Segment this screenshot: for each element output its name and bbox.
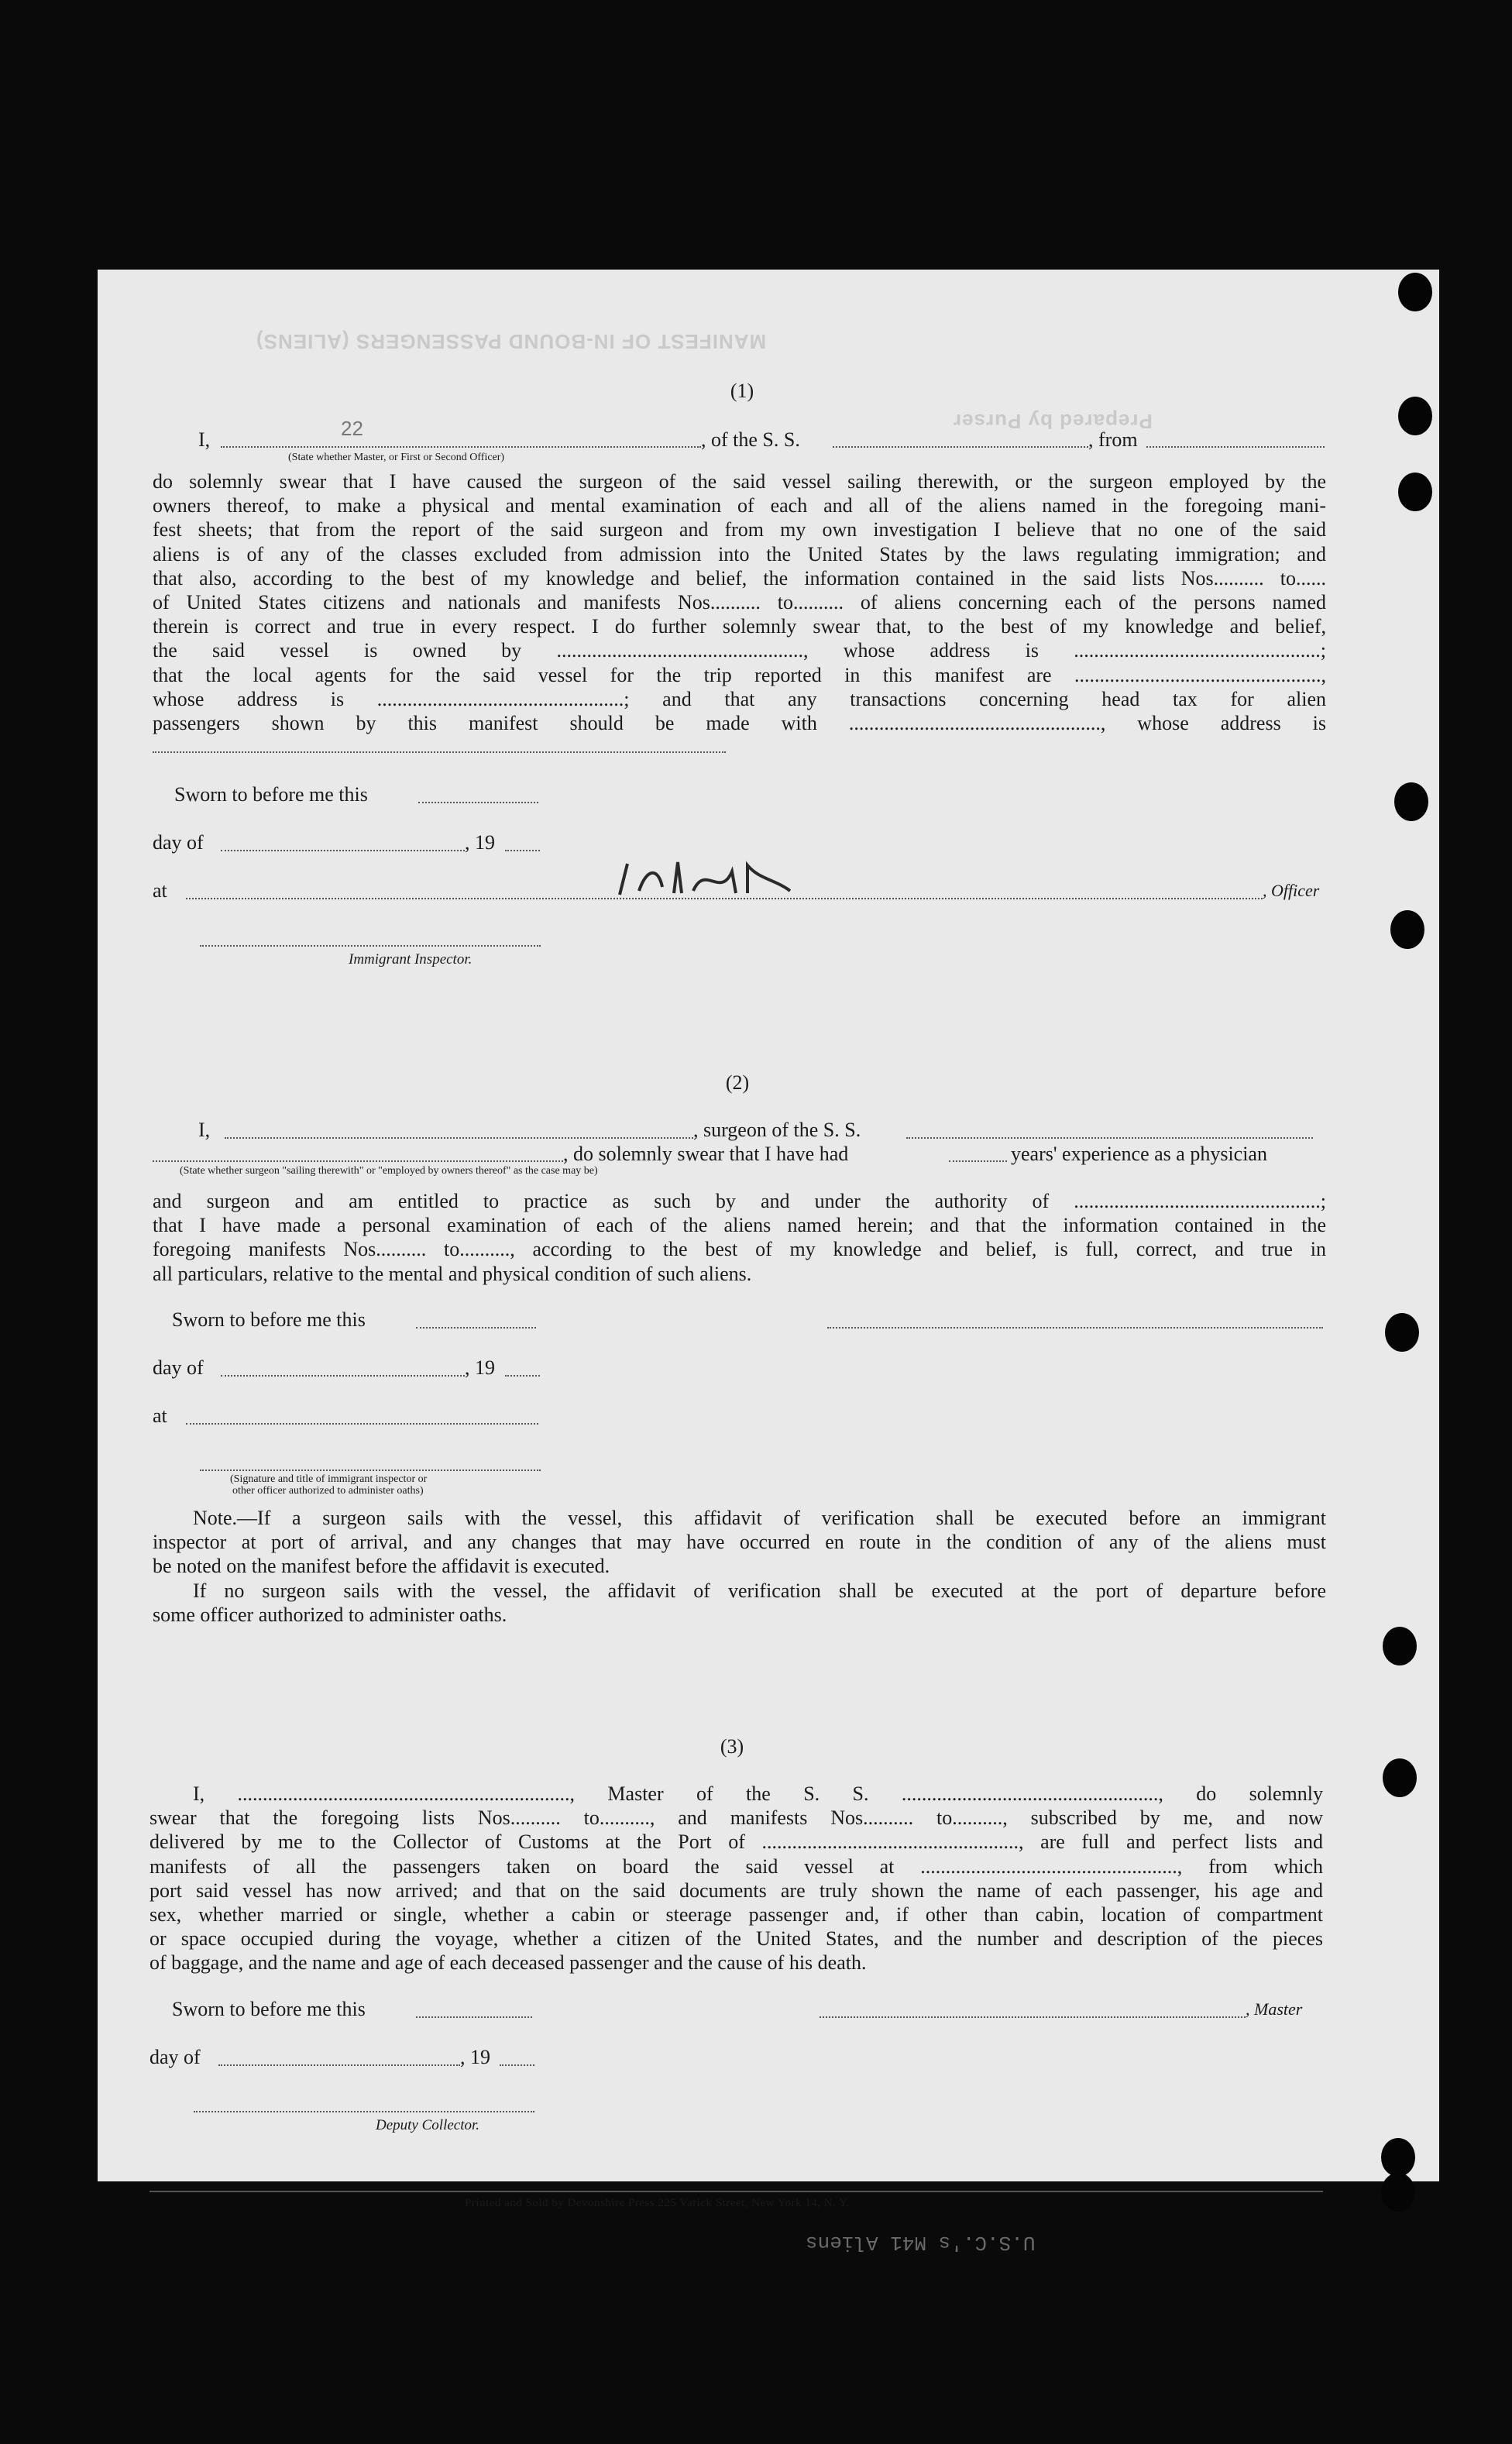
s1-officer-label: , Officer xyxy=(1263,881,1320,900)
bleed-through-title: MANIFEST OF IN-BOUND PASSENGERS (ALIENS) xyxy=(256,330,767,353)
s3-year-blank xyxy=(500,2064,534,2066)
printer-rule xyxy=(149,2191,1323,2192)
punch-hole xyxy=(1383,1627,1417,1665)
s2-state-note: (State whether surgeon "sailing therewith" or "employed by owners thereof" as the case may be) xyxy=(180,1165,598,1177)
s2-officer-sig-line xyxy=(200,1469,541,1471)
s2-surgeon-label: , surgeon of the S. S. xyxy=(693,1119,861,1141)
s2-sworn-blank xyxy=(416,1327,536,1329)
s1-rank-blank xyxy=(221,446,701,448)
s1-of-ss-label: , of the S. S. xyxy=(701,428,800,451)
s1-at-label: at xyxy=(153,879,167,902)
bleed-through-prepared: Prepared by Purser xyxy=(953,410,1153,433)
s1-address-blank xyxy=(153,751,726,753)
punch-hole xyxy=(1394,782,1428,821)
s2-vessel-blank xyxy=(906,1137,1313,1139)
section-3-heading: (3) xyxy=(720,1735,744,1758)
s2-sig-note-1: (Signature and title of immigrant inspector or xyxy=(230,1473,428,1485)
s1-day-blank xyxy=(221,850,465,851)
punch-hole xyxy=(1381,2173,1415,2212)
s3-paragraph: I, .................................................................., Master of the S. S. ..................................................., do solemnly swear that the foregoing lists Nos.......... to.........., and manifests Nos.......... to.........., subscribed by me, and now delivered by me to the Collector of Customs at the Port of ..................................................., are full and perfect lists and manifests of all the passengers taken on board the said vessel at ..................................................., from which port said vessel has now arrived; and that on the said documents are truly shown the name of each passenger, his age and sex, whether married or single, whether a cabin or steerage passenger and, if other than cabin, location of compartment or space occupied during the voyage, whether a citizen of the United States, and the number and description of the pieces of baggage, and the name and age of each deceased passenger and the cause of his death. xyxy=(149,1782,1323,1975)
s2-years-label: years' experience as a physician xyxy=(1011,1143,1267,1165)
punch-hole xyxy=(1398,397,1432,435)
s2-year-blank xyxy=(505,1375,540,1377)
s1-i-label: I, xyxy=(198,428,211,451)
printer-imprint: Printed and Sold by Devonshire Press 225 Varick Street, New York 14, N. Y. xyxy=(465,2197,850,2209)
s1-year-blank xyxy=(505,850,540,851)
officer-signature xyxy=(604,856,837,902)
s1-paragraph: do solemnly swear that I have caused the surgeon of the said vessel sailing therewith, or the surgeon employed by the owners thereof, to make a physical and mental examination of each and all of the aliens named in the foregoing mani- fest sheets; that from the report of the said surgeon and from my own investigation I believe that no one of the said aliens is of any of the classes excluded from admission into the United States by the laws regulating immigration; and that also, according to the best of my knowledge and belief, the information contained in the said lists Nos.......... to...... of United States citizens and nationals and manifests Nos.......... to.......... of aliens concerning each of the persons named therein is correct and true in every respect. I do further solemnly swear that, to the best of my knowledge and belief, the said vessel is owned by ................................................., whose address is .................................................; that the local agents for the said vessel for the trip reported in this manifest are ................................................., whose address is .................................................; and that any transactions concerning head tax for alien passengers shown by this manifest should be made with .................................................., whose address is xyxy=(153,470,1326,735)
s2-paragraph: and surgeon and am entitled to practice as such by and under the authority of .................................................; that I have made a personal examination of each of the aliens named herein; and that the information contained in the foregoing manifests Nos.......... to.........., according to the best of my knowledge and belief, is full, correct, and true in all particulars, relative to the mental and physical condition of such aliens. xyxy=(153,1190,1326,1285)
s2-status-blank xyxy=(153,1160,563,1162)
s3-sworn-blank xyxy=(416,2016,532,2018)
punch-hole xyxy=(1398,273,1432,311)
s2-sworn-label: Sworn to before me this xyxy=(172,1308,366,1331)
s2-year-label: , 19 xyxy=(465,1356,495,1379)
s3-day-blank xyxy=(218,2064,460,2066)
s3-sworn-label: Sworn to before me this xyxy=(172,1998,366,2020)
s1-vessel-blank xyxy=(833,446,1088,448)
s2-sig-note-2: other officer authorized to administer oaths) xyxy=(232,1485,424,1497)
s2-surgeon-sig-line xyxy=(827,1327,1323,1329)
s2-at-label: at xyxy=(153,1404,167,1427)
punch-hole xyxy=(1383,1758,1417,1797)
s1-inspector-label: Immigrant Inspector. xyxy=(349,951,472,968)
s2-at-blank xyxy=(186,1423,538,1425)
bottom-stamp: U.S.C.'s M41 Aliens xyxy=(806,2231,1036,2254)
s1-from-label: , from xyxy=(1088,428,1138,451)
s2-years-blank xyxy=(949,1160,1007,1162)
s3-master-sig-line xyxy=(820,2016,1246,2018)
s3-day-label: day of xyxy=(149,2046,201,2068)
punch-hole xyxy=(1381,2138,1415,2177)
s1-inspector-sig-line xyxy=(200,945,541,947)
s2-day-blank xyxy=(221,1375,465,1377)
punch-hole xyxy=(1398,473,1432,511)
s2-name-blank xyxy=(225,1137,693,1139)
s1-sworn-label: Sworn to before me this xyxy=(174,783,368,806)
section-1-heading: (1) xyxy=(730,380,754,402)
s1-sworn-blank xyxy=(418,802,538,803)
s3-master-label: , Master xyxy=(1246,1999,1303,2019)
s3-deputy-label: Deputy Collector. xyxy=(376,2117,480,2133)
s1-day-label: day of xyxy=(153,831,204,854)
s1-year-label: , 19 xyxy=(465,831,495,854)
section-2-heading: (2) xyxy=(725,1071,750,1094)
punch-hole xyxy=(1390,910,1424,949)
s2-day-label: day of xyxy=(153,1356,204,1379)
s1-from-blank xyxy=(1146,446,1325,448)
s1-state-note: (State whether Master, or First or Second Officer) xyxy=(288,452,505,463)
punch-hole xyxy=(1385,1313,1419,1352)
s2-swear-label: , do solemnly swear that I have had xyxy=(563,1143,849,1165)
s2-note: Note.—If a surgeon sails with the vessel, this affidavit of verification shall be executed before an immigrant inspector at port of arrival, and any changes that may have occurred en route in the condition of any of the aliens must be noted on the manifest before the affidavit is executed. If no surgeon sails with the vessel, the affidavit of verification shall be executed at the port of departure before some officer authorized to administer oaths. xyxy=(153,1507,1326,1626)
s3-year-label: , 19 xyxy=(460,2046,490,2068)
s1-filled-number: 22 xyxy=(341,417,363,440)
s2-i-label: I, xyxy=(198,1119,211,1141)
s3-collector-sig-line xyxy=(194,2111,534,2112)
